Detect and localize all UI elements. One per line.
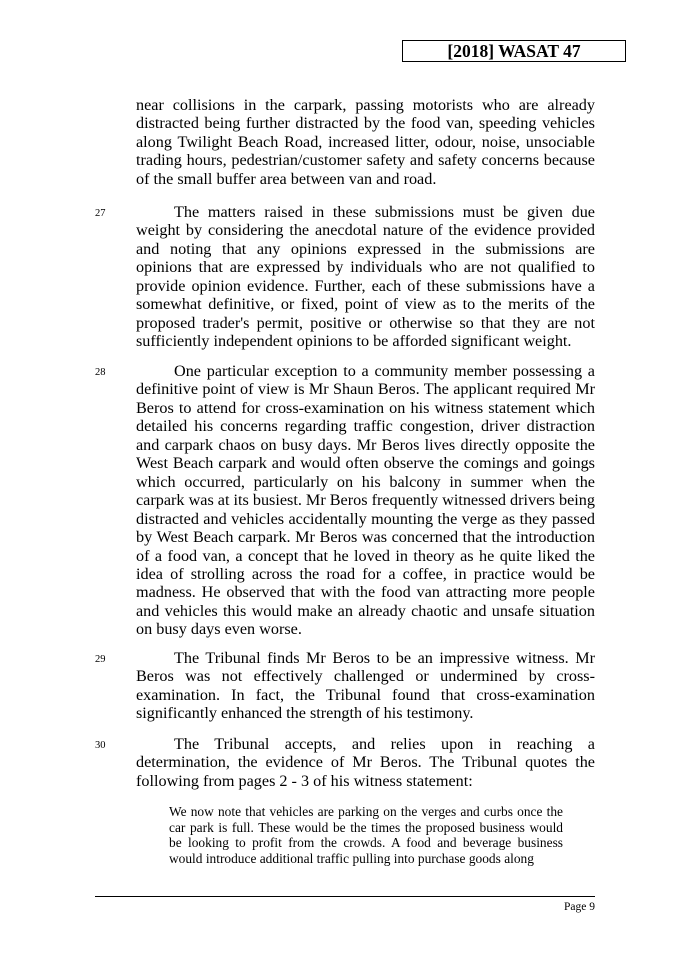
paragraph-text: The Tribunal accepts, and relies upon in reaching a determination, the evidence of Mr Beros. The Tribunal quotes the following from pages 2 - 3 of his witness statement:	[136, 735, 595, 790]
paragraph-29	[136, 649, 595, 723]
paragraph-text: near collisions in the carpark, passing motorists who are already distracted being further distracted by the food van, speeding vehicles along Twilight Beach Road, increased litter, odour, noise, unsociable trading hours, pedestrian/customer safety and safety concerns because of the small buffer area between van and road.	[136, 96, 595, 188]
paragraph-number: 27	[95, 208, 106, 219]
paragraph-number: 30	[95, 740, 106, 751]
paragraph-text: One particular exception to a community member possessing a definitive point of view is Mr Shaun Beros. The applicant required Mr Beros to attend for cross-examination on his witness statement which detailed his concerns regarding traffic congestion, driver distraction and carpark chaos on busy days. Mr Beros lives directly opposite the West Beach carpark and would often observe the comings and goings which occurred, particularly on his balcony in summer when the carpark was at its busiest. Mr Beros frequently witnessed drivers being distracted and vehicles accidentally mounting the verge as they passed by West Beach carpark. Mr Beros was concerned that the introduction of a food van, a concept that he loved in theory as he quite liked the idea of strolling across the road for a coffee, in practice would be madness. He observed that with the food van attracting more people and vehicles this would make an already chaotic and unsafe situation on busy days even worse.	[136, 362, 595, 639]
paragraph-text: The matters raised in these submissions must be given due weight by considering the anecdotal nature of the evidence provided and noting that any opinions expressed in the submissions are opinions that are expressed by individuals who are not qualified to provide opinion evidence. Further, each of these submissions have a somewhat definitive, or fixed, point of view as to the merits of the proposed trader's permit, positive or otherwise so that they are not sufficiently independent opinions to be afforded significant weight.	[136, 203, 595, 351]
citation-header: [2018] WASAT 47	[402, 40, 626, 62]
paragraph-number: 28	[95, 367, 106, 378]
page-number: Page 9	[564, 901, 595, 913]
paragraph-text: The Tribunal finds Mr Beros to be an impressive witness. Mr Beros was not effectively challenged or undermined by cross-examination. In fact, the Tribunal found that cross-examination significantly enhanced the strength of his testimony.	[136, 649, 595, 723]
paragraph-28	[136, 362, 595, 639]
paragraph-number: 29	[95, 654, 106, 665]
footer-divider	[95, 896, 595, 897]
paragraph-27	[136, 203, 595, 351]
paragraph-30	[136, 735, 595, 790]
block-quote: We now note that vehicles are parking on the verges and curbs once the car park is full. These would be the times the proposed business would be looking to profit from the crowds. A food and beverage business would introduce additional traffic pulling into purchase goods along	[169, 804, 563, 866]
paragraph-continuation	[136, 96, 595, 188]
